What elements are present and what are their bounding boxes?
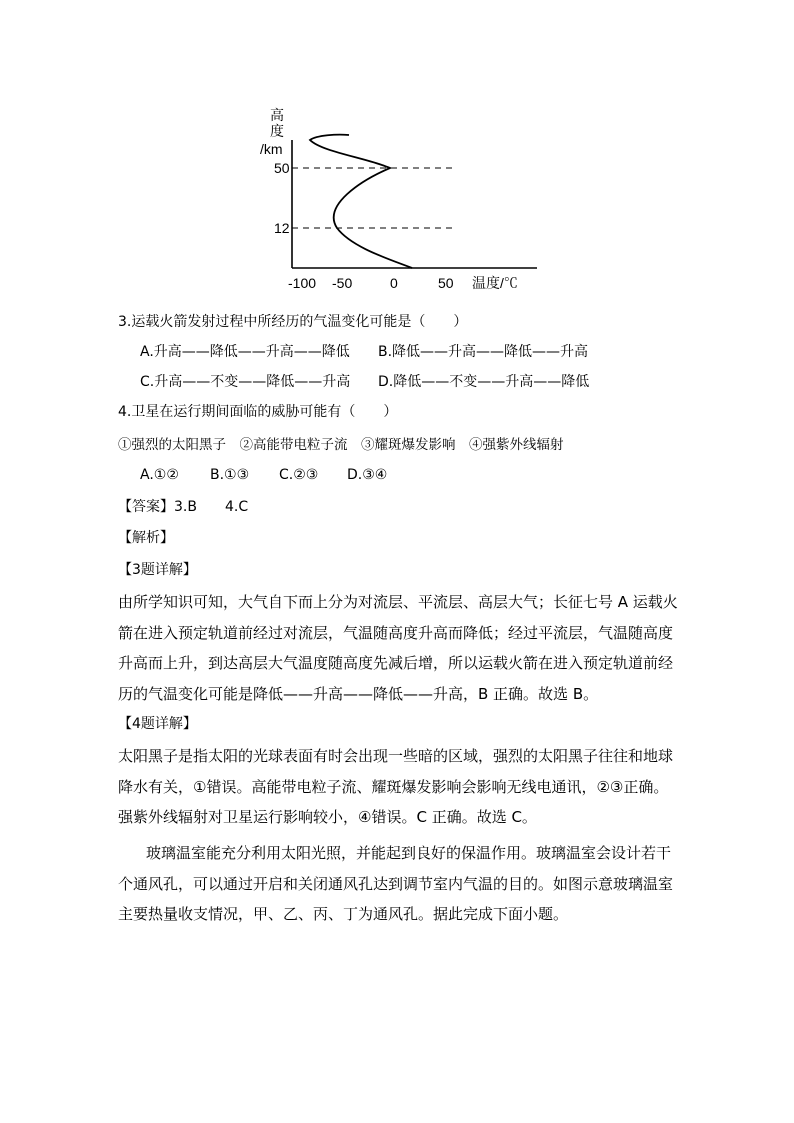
y-tick-12: 12 xyxy=(274,220,290,236)
answer-text: 3.B 4.C xyxy=(174,499,249,515)
y-label-line3: /km xyxy=(260,141,283,157)
x-axis-label: 温度/℃ xyxy=(472,275,518,291)
question-3-stem: 3.运载火箭发射过程中所经历的气温变化可能是（ ） xyxy=(118,314,468,330)
q4-option-a: A.①② xyxy=(140,467,179,483)
x-tick-minus50: -50 xyxy=(332,275,353,291)
y-label-line2: 度 xyxy=(270,123,284,139)
x-tick-minus100: -100 xyxy=(288,275,317,291)
x-tick-50: 50 xyxy=(438,275,454,291)
y-label-line1: 高 xyxy=(270,107,284,123)
y-tick-50: 50 xyxy=(274,160,290,176)
answer-label: 【答案】 xyxy=(118,499,174,515)
answer-line xyxy=(118,497,248,517)
temperature-curve xyxy=(310,135,412,268)
q3-option-b: B.降低——升高——降低——升高 xyxy=(378,344,589,360)
q4-detail-label: 【4题详解】 xyxy=(118,716,197,732)
q3-detail-text: 由所学知识可知，大气自下而上分为对流层、平流层、高层大气；长征七号 A 运载火箭在进入预定轨道前经过对流层，气温随高度升高而降低；经过平流层，气温随高度升高而上升，到达高层大气温度随高度先减后增，所以运载火箭在进入预定轨道前经历的气温变化可能是降低——升高——降低——升高，B 正确。故选 B。 xyxy=(118,593,678,703)
analysis-label: 【解析】 xyxy=(118,530,174,546)
question-4-stem: 4.卫星在运行期间面临的威胁可能有（ ） xyxy=(118,404,398,420)
question-4-items: ①强烈的太阳黑子 ②高能带电粒子流 ③耀斑爆发影响 ④强紫外线辐射 xyxy=(118,437,564,453)
graph-svg xyxy=(252,100,552,296)
q4-detail-text: 太阳黑子是指太阳的光球表面有时会出现一些暗的区域，强烈的太阳黑子往往和地球降水有关，①错误。高能带电粒子流、耀斑爆发影响会影响无线电通讯，②③正确。强紫外线辐射对卫星运行影响较小，④错误。C 正确。故选 C。 xyxy=(118,747,674,826)
intro-paragraph: 玻璃温室能充分利用太阳光照，并能起到良好的保温作用。玻璃温室会设计若干个通风孔，可以通过开启和关闭通风孔达到调节室内气温的目的。如图示意玻璃温室主要热量收支情况，甲、乙、丙、丁为通风孔。据此完成下面小题。 xyxy=(118,844,674,923)
q3-option-d: D.降低——不变——升高——降低 xyxy=(378,374,590,390)
q4-option-c: C.②③ xyxy=(279,467,319,483)
q3-detail-label: 【3题详解】 xyxy=(118,562,197,578)
q4-option-b: B.①③ xyxy=(210,467,250,483)
q3-option-a: A.升高——降低——升高——降低 xyxy=(140,344,350,360)
x-tick-0: 0 xyxy=(390,275,398,291)
temperature-altitude-graph xyxy=(252,100,552,296)
q3-option-c: C.升高——不变——降低——升高 xyxy=(140,374,351,390)
q4-option-d: D.③④ xyxy=(347,467,388,483)
